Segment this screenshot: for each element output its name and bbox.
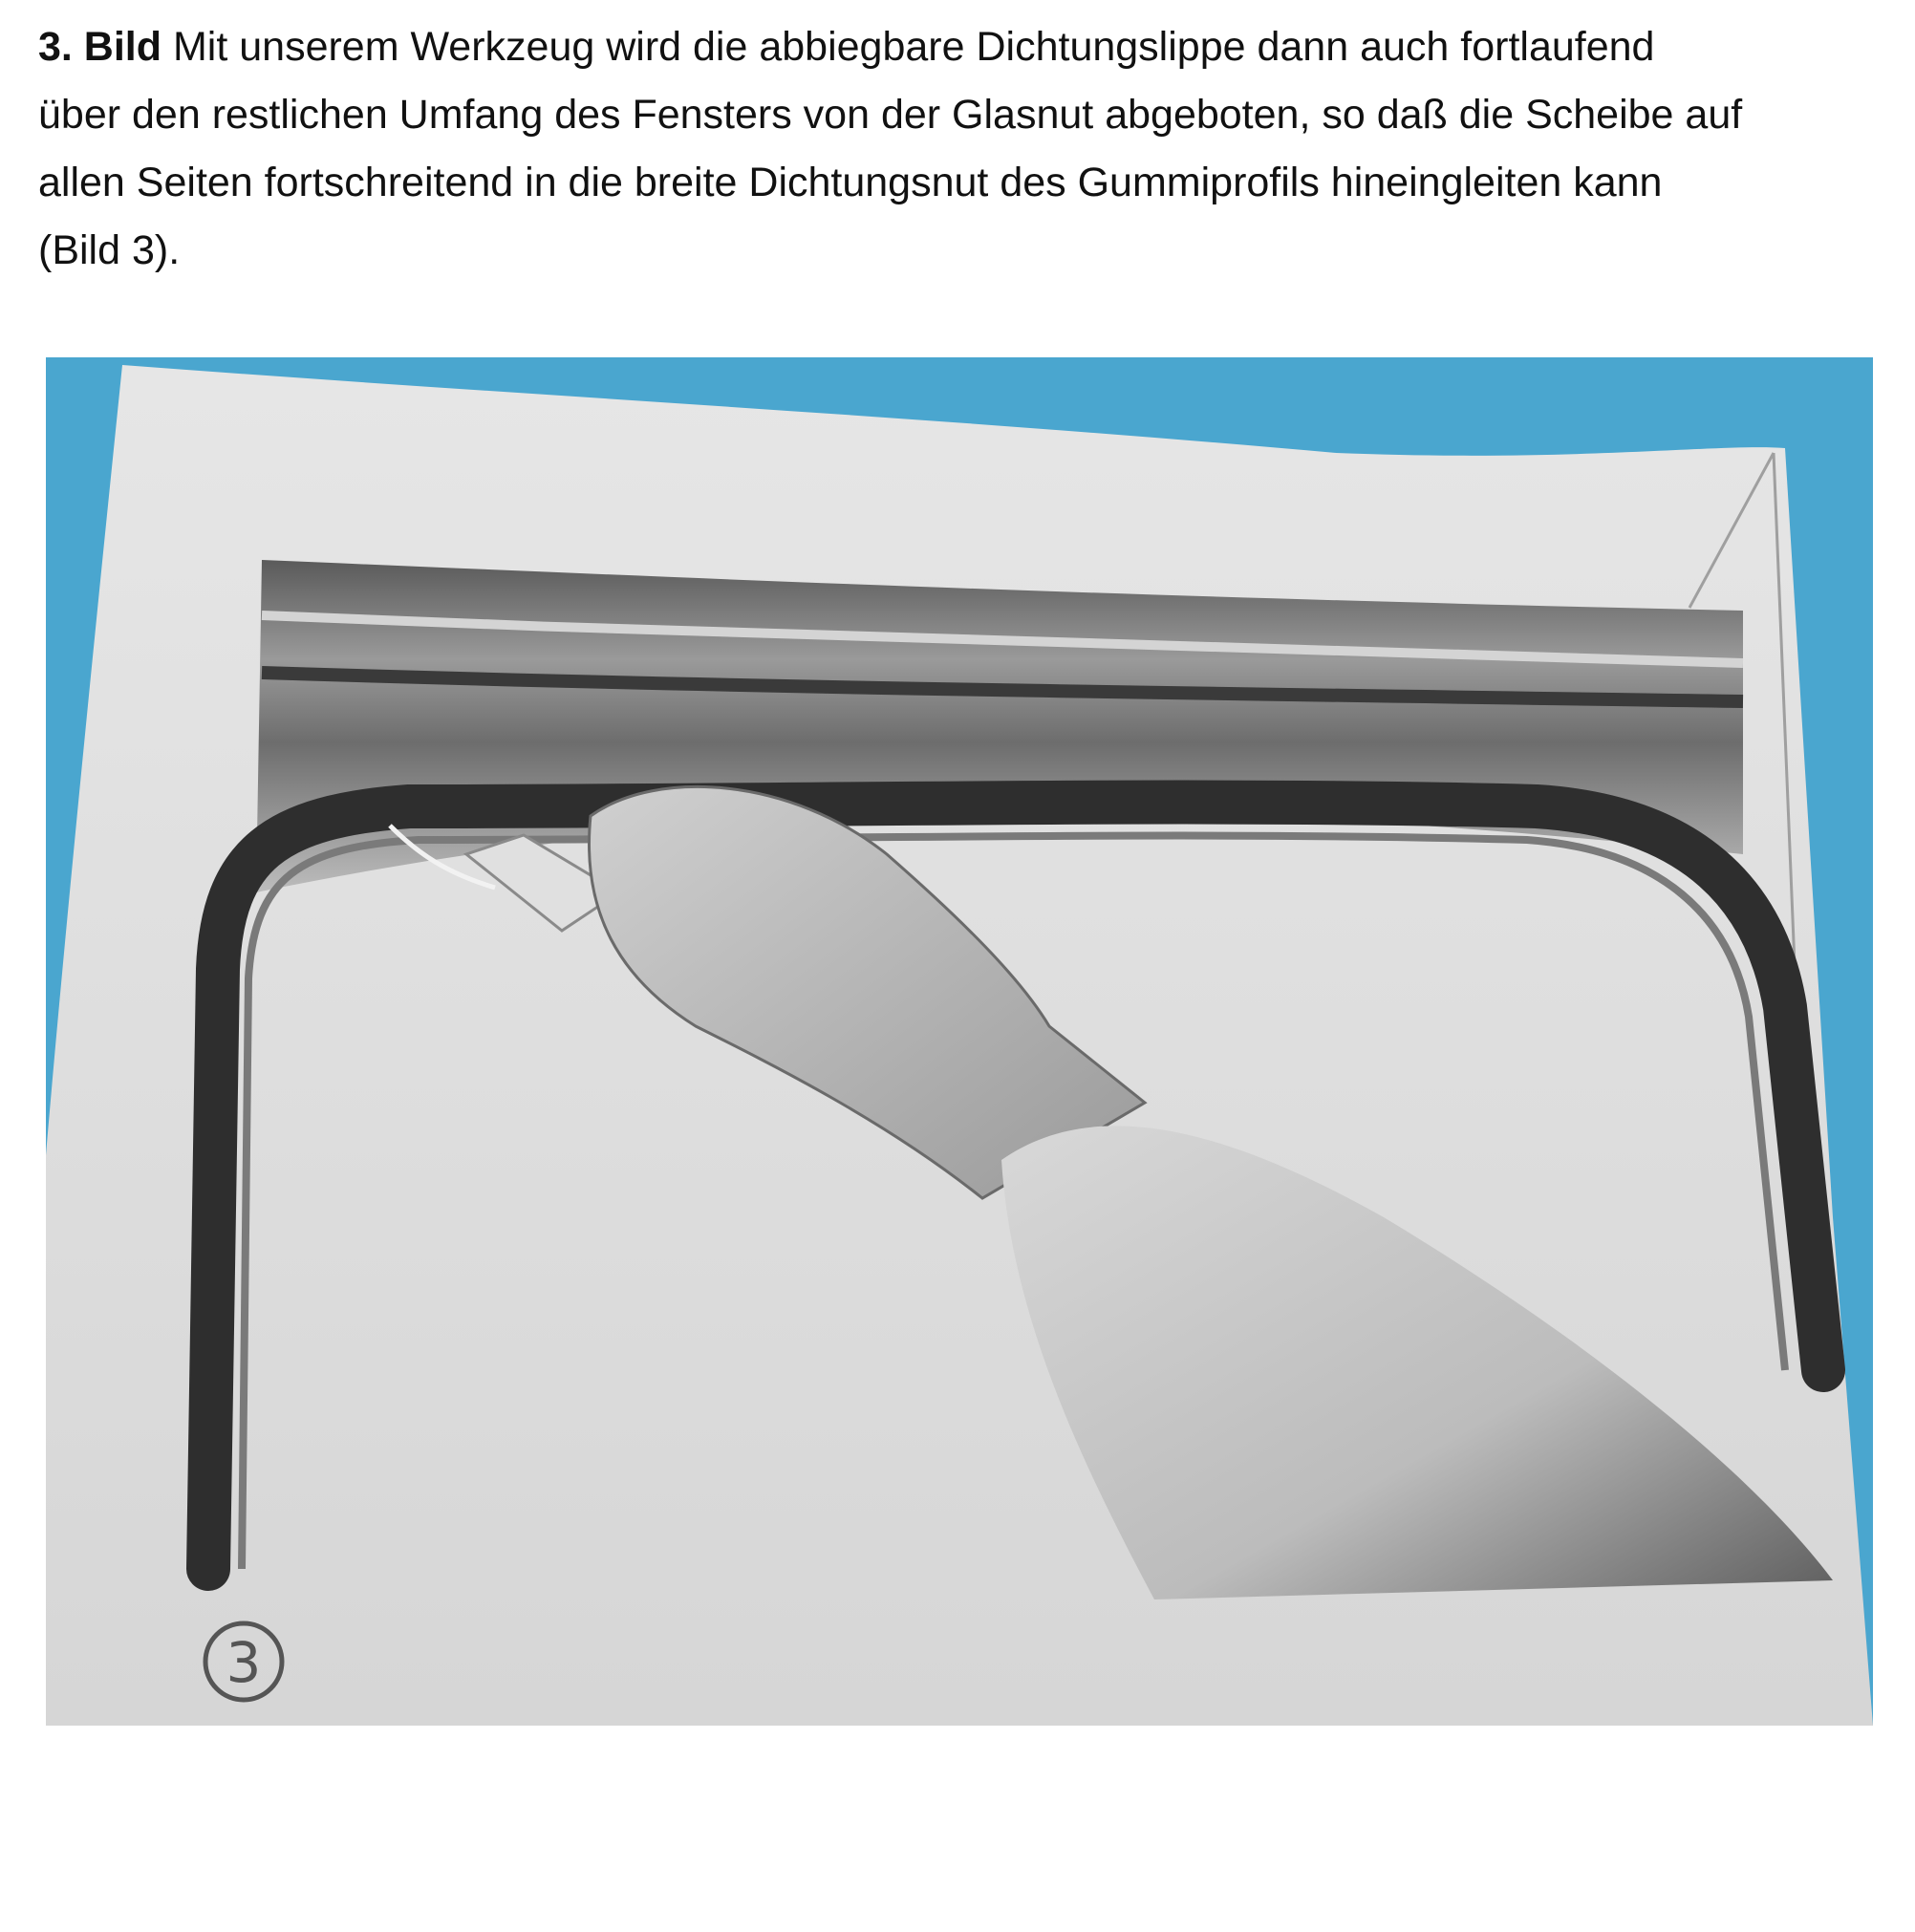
photo-illustration	[46, 357, 1873, 1726]
caption-lead: 3. Bild	[38, 24, 162, 70]
figure-number: 3	[226, 1630, 262, 1695]
caption-paragraph	[38, 13, 1892, 285]
caption-line-4: (Bild 3).	[38, 227, 181, 273]
caption-line-2: über den restlichen Umfang des Fensters von der Glasnut abgeboten, so daß die Scheibe auf	[38, 92, 1743, 138]
window-seal-photo	[46, 357, 1873, 1726]
caption-line-1: Mit unserem Werkzeug wird die abbiegbare Dichtungslippe dann auch fortlaufend	[161, 24, 1655, 70]
caption-line-3: allen Seiten fortschreitend in die breite Dichtungsnut des Gummiprofils hineingleiten kann	[38, 160, 1663, 205]
